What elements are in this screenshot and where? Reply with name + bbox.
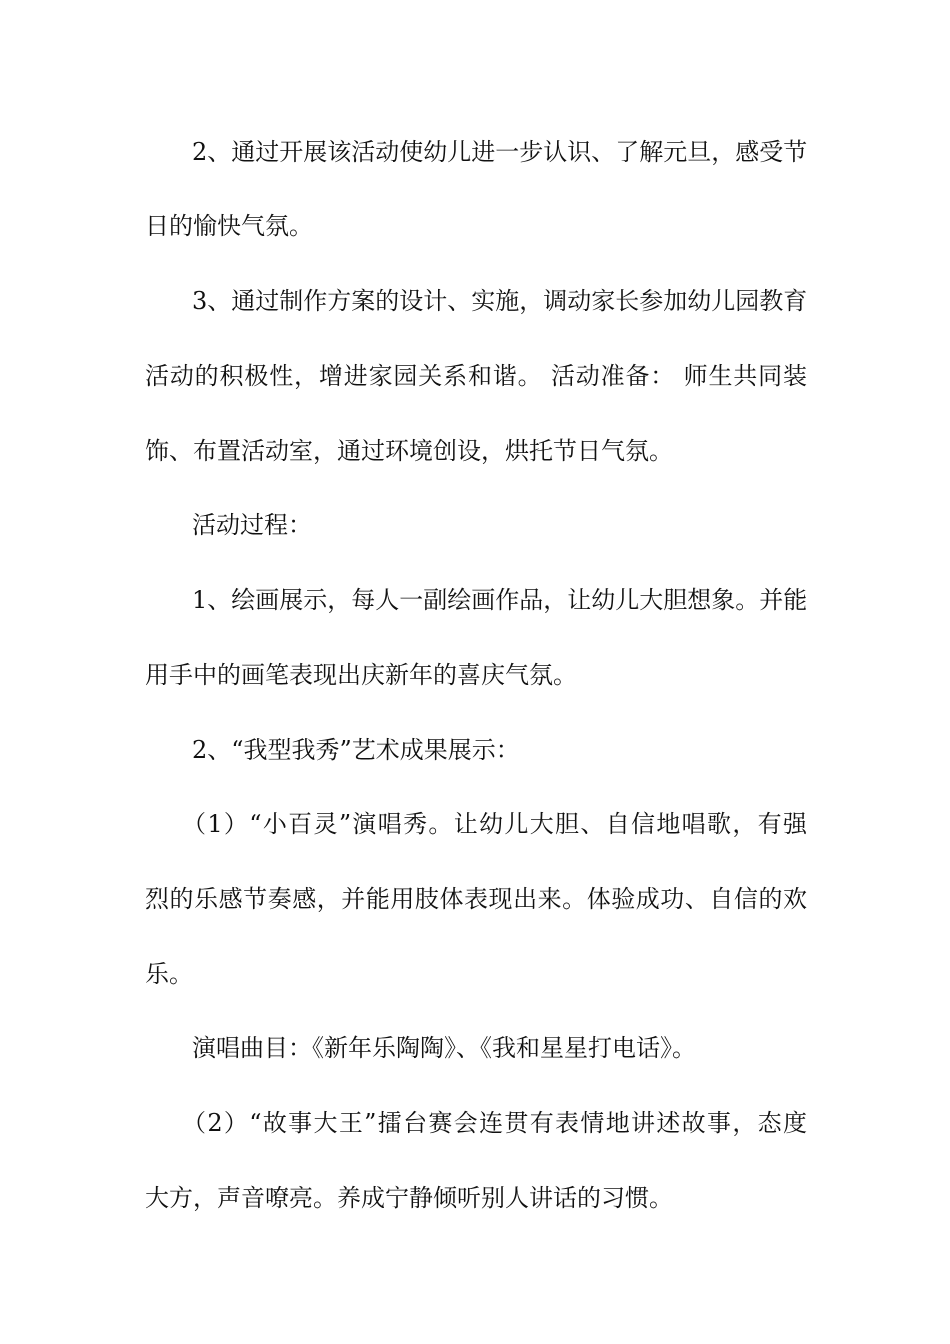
paragraph-line-7: 1、绘画展示，每人一副绘画作品，让幼儿大胆想象。并能 (192, 586, 807, 614)
paragraph-line-14: （2）“故事大王”擂台赛会连贯有表情地讲述故事，态度 (182, 1109, 807, 1137)
paragraph-line-10: （1）“小百灵”演唱秀。让幼儿大胆、自信地唱歌，有强 (182, 810, 807, 838)
paragraph-line-11: 烈的乐感节奏感，并能用肢体表现出来。体验成功、自信的欢 (145, 885, 807, 913)
paragraph-line-12: 乐。 (145, 960, 193, 988)
paragraph-line-15: 大方，声音嘹亮。养成宁静倾听别人讲话的习惯。 (145, 1184, 673, 1212)
paragraph-line-8: 用手中的画笔表现出庆新年的喜庆气氛。 (145, 661, 577, 689)
paragraph-line-13: 演唱曲目：《新年乐陶陶》、《我和星星打电话》。 (192, 1034, 696, 1062)
paragraph-line-3: 3、通过制作方案的设计、实施，调动家长参加幼儿园教育 (192, 287, 807, 315)
paragraph-line-5: 饰、布置活动室，通过环境创设，烘托节日气氛。 (145, 437, 673, 465)
paragraph-line-4: 活动的积极性，增进家园关系和谐。 活动准备： 师生共同装 (145, 362, 807, 390)
section-heading-activity-process: 活动过程： (192, 511, 312, 539)
paragraph-line-2: 日的愉快气氛。 (145, 212, 313, 240)
paragraph-line-9: 2、“我型我秀”艺术成果展示： (192, 736, 520, 764)
paragraph-line-1: 2、通过开展该活动使幼儿进一步认识、了解元旦，感受节 (192, 138, 807, 166)
